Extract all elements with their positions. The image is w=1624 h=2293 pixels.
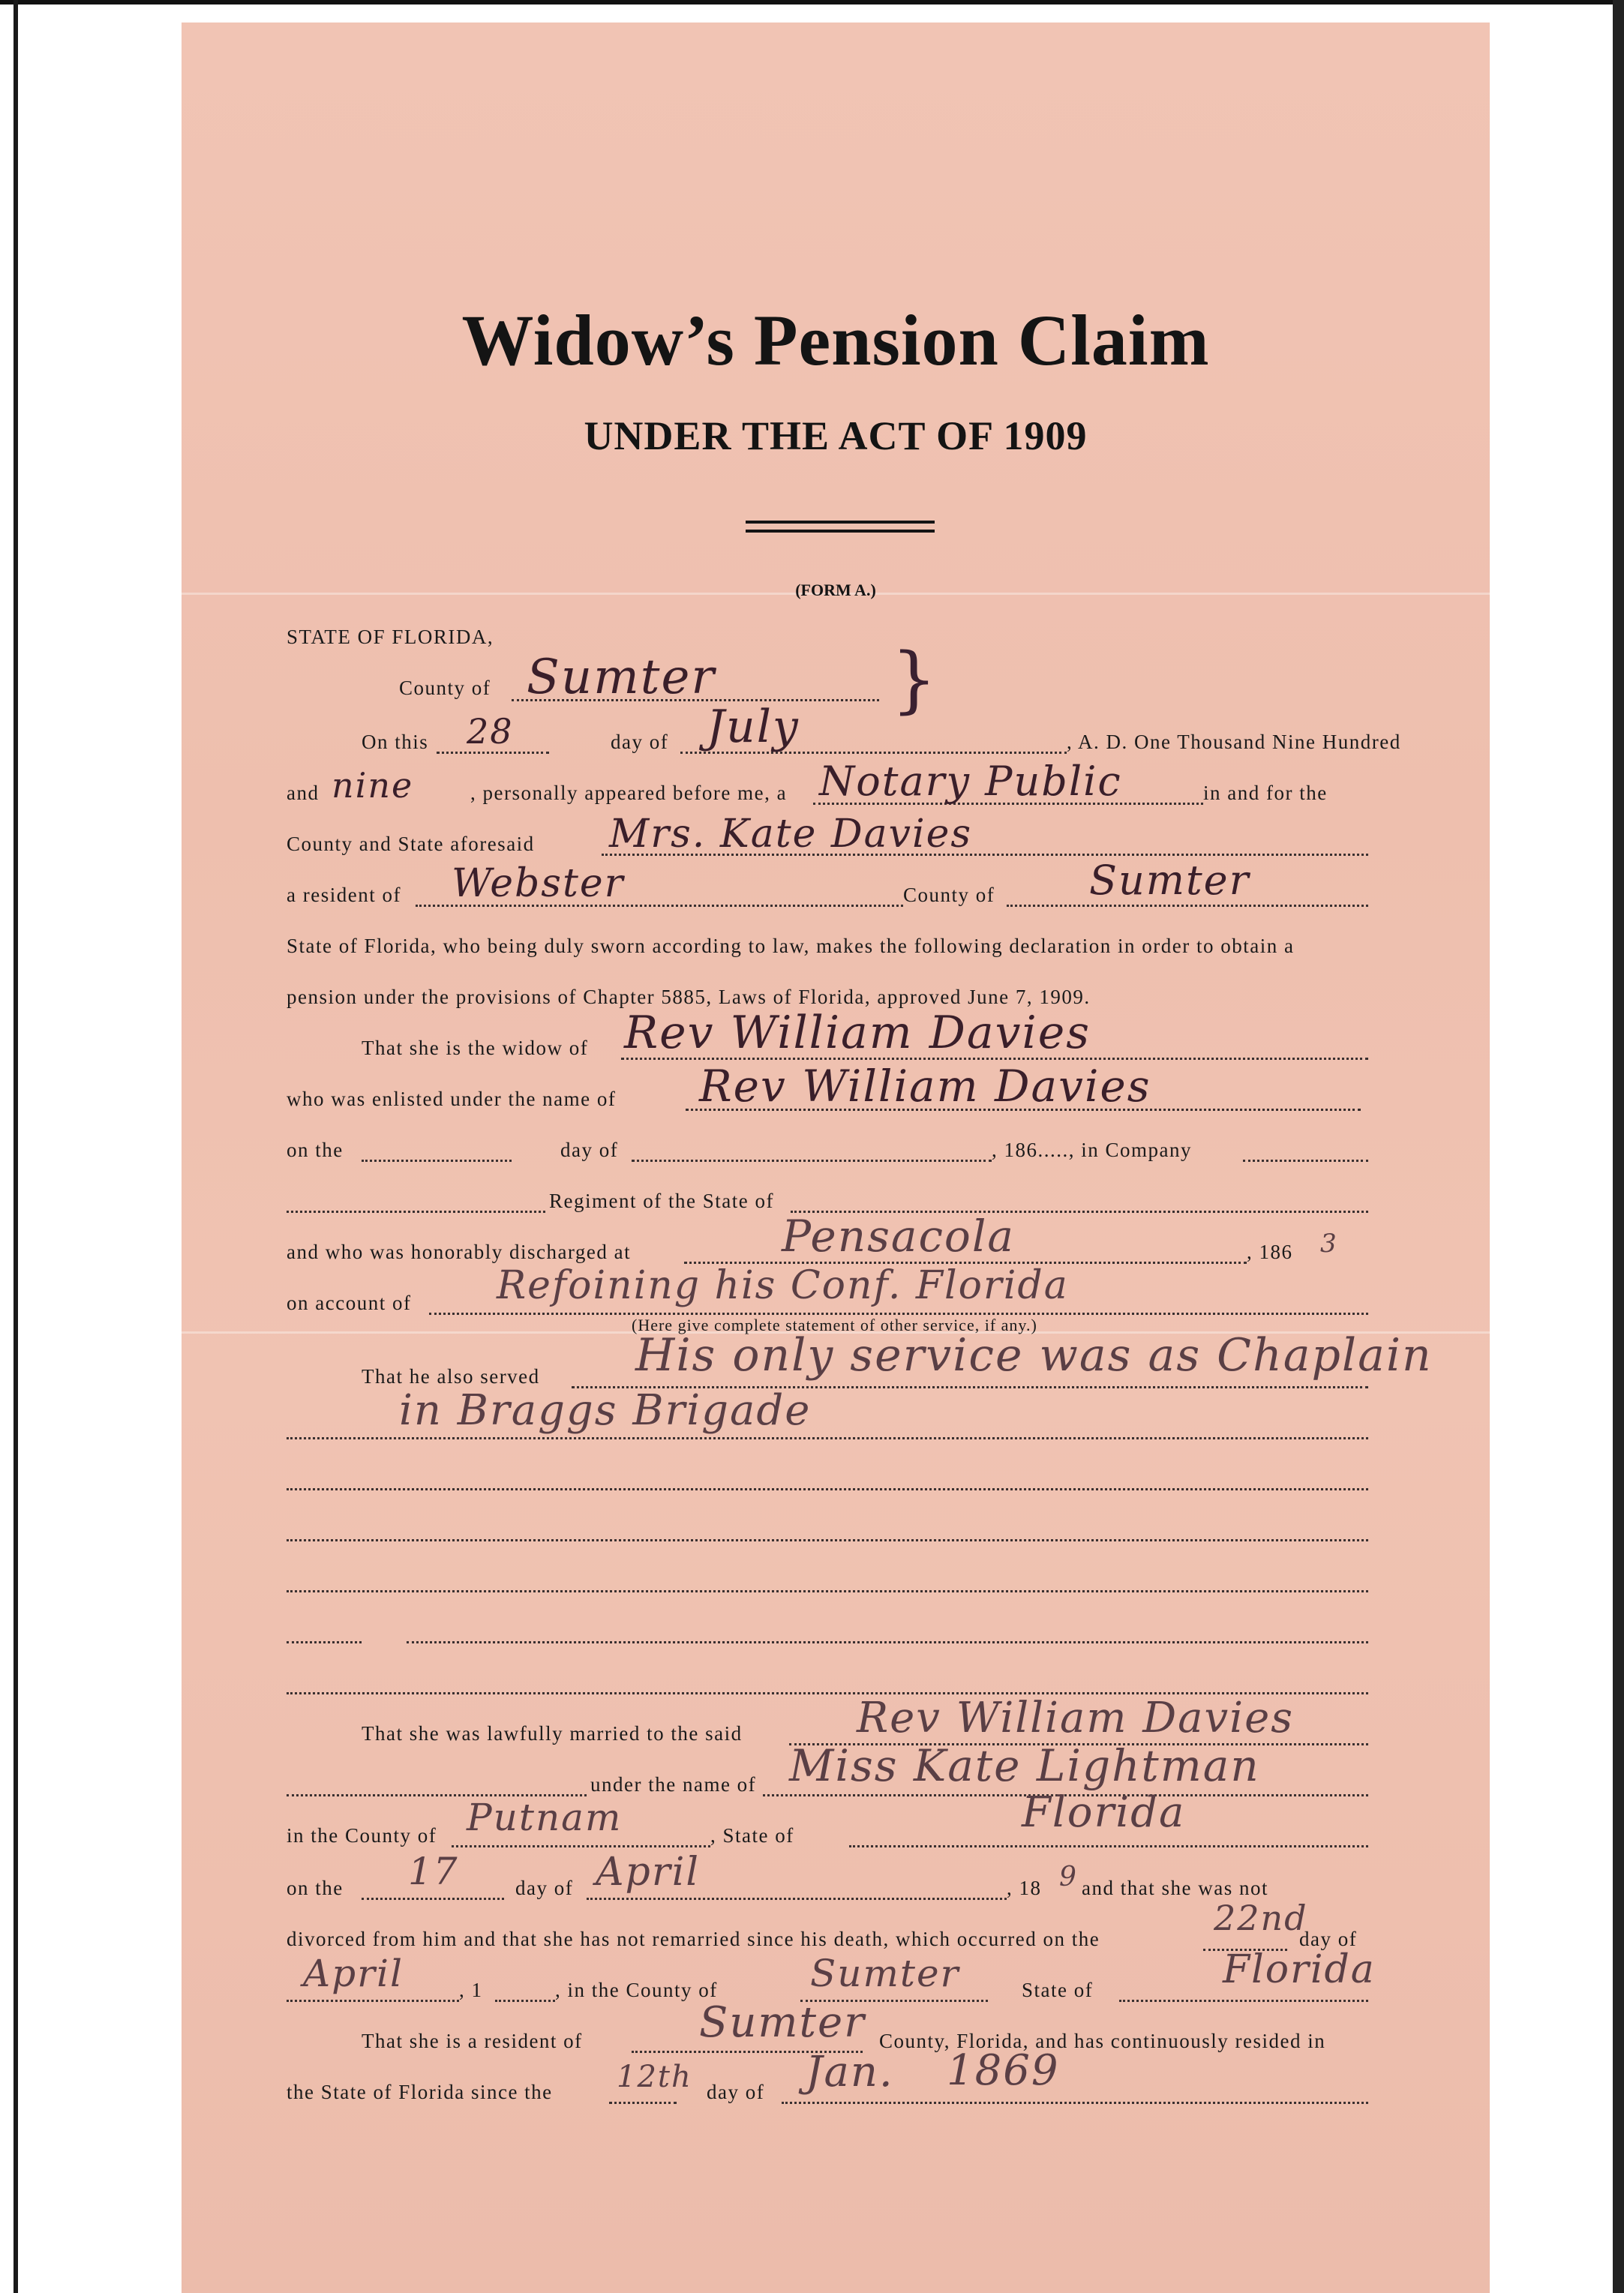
hw-account-reason: Refoining his Conf. Florida [497, 1263, 1069, 1308]
state-of-label-2: State of [1022, 1979, 1094, 2001]
divorced-text: divorced from him and that she has not remarried since his death, which occurred on the [287, 1928, 1100, 1950]
marriage-day-line [362, 1898, 504, 1900]
year-186-label: , 186....., in Company [992, 1139, 1192, 1161]
resident-of-label: a resident of [287, 884, 401, 906]
title-rule [746, 530, 935, 533]
marriage-state-line [849, 1845, 1368, 1847]
form-title: Widow’s Pension Claim [461, 300, 1210, 380]
scan-right-edge [1613, 0, 1624, 2293]
widow-of-label: That she is the widow of [362, 1037, 589, 1059]
year-186b-label: , 186 [1247, 1241, 1293, 1263]
in-and-for-label: in and for the [1203, 782, 1328, 804]
service-line-4 [287, 1539, 1368, 1541]
hw-maiden-name: Miss Kate Lightman [789, 1740, 1260, 1791]
regiment-label: Regiment of the State of [549, 1190, 774, 1212]
pension-form-page [182, 23, 1490, 2293]
regiment-line [287, 1211, 545, 1213]
aforesaid-label: County and State aforesaid [287, 833, 535, 855]
form-label: (FORM A.) [795, 581, 876, 599]
county-label: County of [399, 677, 491, 699]
marriage-month-line [587, 1898, 1007, 1900]
death-state-line [1119, 2000, 1368, 2002]
county-florida-text: County, Florida, and has continuously resided in [879, 2030, 1326, 2052]
hw-marriage-year: 9 [1059, 1862, 1078, 1892]
service-line-6b [407, 1641, 1368, 1643]
enlisted-label: who was enlisted under the name of [287, 1088, 617, 1110]
day-of-label-5: day of [707, 2081, 765, 2103]
hw-residence: Webster [452, 861, 625, 906]
res-county-line [1007, 905, 1368, 907]
hw-day: 28 [467, 711, 514, 752]
county-of-label-4: , in the County of [555, 1979, 718, 2001]
hw-res-county: Sumter [1089, 857, 1250, 904]
service-line-2 [287, 1437, 1368, 1439]
hw-county: Sumter [527, 650, 716, 705]
since-date-line [782, 2102, 1368, 2104]
discharged-label: and who was honorably discharged at [287, 1241, 632, 1263]
hw-resident-county: Sumter [699, 1998, 866, 2047]
day-of-label-3: day of [515, 1877, 574, 1899]
service-line-3 [287, 1488, 1368, 1490]
not-divorced-label: and that she was not [1082, 1877, 1268, 1899]
service-line-6a [287, 1641, 362, 1643]
hw-married-husband: Rev William Davies [857, 1694, 1294, 1742]
provisions-text: pension under the provisions of Chapter 5885, Laws of Florida, approved June 7, 1909. [287, 986, 1091, 1008]
on-the-label: on the [287, 1139, 344, 1161]
other-service-hint: (Here give complete statement of other service, if any.) [632, 1316, 1037, 1334]
account-label: on account of [287, 1292, 412, 1314]
hw-claimant: Mrs. Kate Davies [609, 812, 973, 857]
enlist-day-line [362, 1160, 512, 1162]
hw-death-month: April [303, 1952, 404, 1995]
scan-left-edge [14, 0, 18, 2293]
hw-discharge-place: Pensacola [782, 1211, 1015, 1262]
death-month-line [287, 2000, 459, 2002]
hw-discharge-year: 3 [1320, 1229, 1338, 1259]
on-this-label: On this [362, 731, 429, 753]
hw-since-month: Jan. [806, 2048, 894, 2096]
personally-label: , personally appeared before me, a [470, 782, 788, 804]
hw-death-day: 22nd [1214, 1898, 1308, 1938]
hw-month: July [707, 701, 800, 753]
day-of-label-4: day of [1299, 1928, 1358, 1950]
brace: } [891, 638, 938, 722]
hw-year-word: nine [332, 765, 414, 806]
day-of-label-2: day of [560, 1139, 619, 1161]
hw-since-year: 1869 [947, 2046, 1060, 2095]
day-of-label: day of [611, 731, 669, 753]
hw-service-line-2: in Braggs Brigade [399, 1386, 812, 1435]
enlist-month-line [632, 1160, 992, 1162]
ad-label: , A. D. One Thousand Nine Hundred [1067, 731, 1401, 753]
comma-1-label: , 1 [459, 1979, 483, 2001]
resident-label: That she is a resident of [362, 2030, 583, 2052]
married-label: That she was lawfully married to the said [362, 1722, 743, 1745]
year-18-label: , 18 [1007, 1877, 1042, 1899]
hw-marriage-county: Putnam [467, 1796, 623, 1839]
hw-service-line-1: His only service was as Chaplain [635, 1329, 1433, 1382]
marriage-county-line [452, 1845, 710, 1847]
hw-since-day: 12th [617, 2060, 692, 2094]
hw-officer: Notary Public [819, 758, 1122, 805]
county-of-label-3: in the County of [287, 1824, 437, 1847]
hw-husband: Rev William Davies [624, 1007, 1091, 1059]
also-served-label: That he also served [362, 1365, 540, 1388]
hw-marriage-day: 17 [408, 1850, 459, 1893]
on-the-label-2: on the [287, 1877, 344, 1899]
title-rule [746, 521, 935, 524]
account-line [429, 1313, 1368, 1315]
hw-enlisted: Rev William Davies [699, 1061, 1151, 1112]
company-line [1243, 1160, 1368, 1162]
hw-marriage-state: Florida [1022, 1788, 1186, 1837]
hw-death-state: Florida [1223, 1947, 1376, 1992]
declaration-text: State of Florida, who being duly sworn according to law, makes the following declaration in order to obtain a [287, 935, 1295, 957]
death-year-line [495, 2000, 555, 2002]
under-name-label: under the name of [590, 1773, 757, 1796]
hw-death-county: Sumter [810, 1952, 960, 1995]
hw-marriage-month: April [596, 1850, 700, 1895]
day-line [437, 752, 549, 754]
state-of-label: , State of [710, 1824, 794, 1847]
service-line-5 [287, 1590, 1368, 1592]
state-label: STATE OF FLORIDA, [287, 626, 494, 648]
county-of-label-2: County of [903, 884, 995, 906]
since-label: the State of Florida since the [287, 2081, 553, 2103]
and-label: and [287, 782, 320, 804]
since-day-line [609, 2102, 677, 2104]
form-subtitle: UNDER THE ACT OF 1909 [584, 413, 1088, 458]
scan-top-edge [0, 0, 1624, 5]
